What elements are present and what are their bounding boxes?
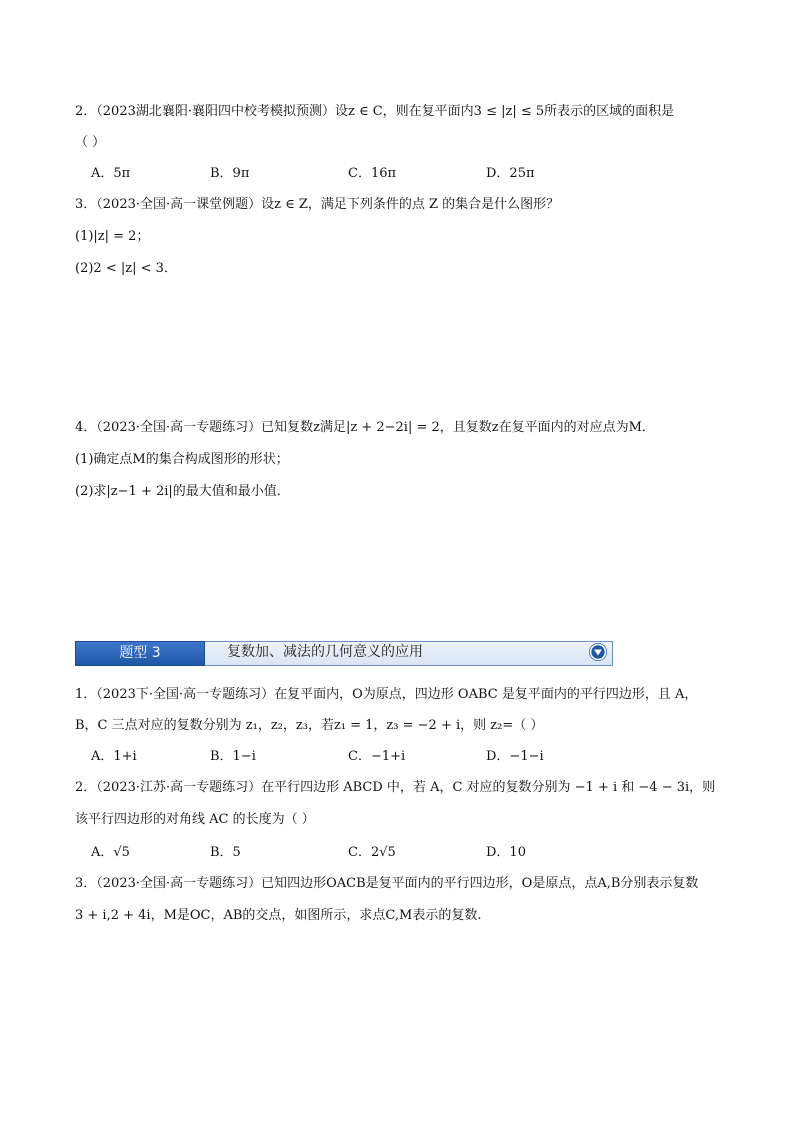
q2-option-c: C．16π [348,166,397,181]
q2-option-d: D．25π [486,166,535,181]
chevron-down-circle-icon [589,643,607,661]
p2-option-c: C．2√5 [348,845,396,860]
p2-option-d: D．10 [486,845,526,860]
p1-stem: 1．（2023下·全国·高一专题练习）在复平面内，O为原点，四边形 OABC 是复平面内的平行四边形，且 A， [75,687,698,702]
q2-option-a: A．5π [91,166,131,181]
section-title: 复数加、减法的几何意义的应用 [227,644,423,660]
p1-option-d: D．−1−i [486,749,544,764]
section-label: 题型 3 [75,641,205,666]
p1-option-b: B．1−i [210,749,256,764]
p2-stem-cont: 该平行四边形的对角线 AC 的长度为（ ） [75,812,315,827]
q3-sub2: (2)2 < |z| < 3． [75,261,177,276]
q4-sub2: (2)求|z−1 + 2i|的最大值和最小值． [75,484,290,499]
p1-stem-cont: B，C 三点对应的复数分别为 z₁，z₂，z₃，若z₁ = 1，z₃ = −2 + i，则 z₂=（ ） [75,718,544,733]
p2-option-a: A．√5 [91,845,130,860]
q3-stem: 3．（2023·全国·高一课堂例题）设z ∈ Z，满足下列条件的点 Z 的集合是什么图形？ [75,197,560,212]
q2-stem: 2．（2023湖北襄阳·襄阳四中校考模拟预测）设z ∈ C，则在复平面内3 ≤ |z| ≤ 5所表示的区域的面积是 [75,104,675,119]
q3-sub1: (1)|z| = 2； [75,229,150,244]
p2-option-b: B．5 [210,845,241,860]
q4-sub1: (1)确定点M的集合构成图形的形状； [75,452,289,467]
p3-stem-cont: 3 + i,2 + 4i，M是OC，AB的交点，如图所示，求点C,M表示的复数. [75,908,482,923]
q2-stem-blank: （ ） [75,135,106,150]
section-header [75,641,613,666]
q4-stem: 4．（2023·全国·高一专题练习）已知复数z满足|z + 2−2i| = 2，且复数z在复平面内的对应点为M． [75,420,655,435]
p3-stem: 3．（2023·全国·高一专题练习）已知四边形OACB是复平面内的平行四边形，O是原点，点A,B分别表示复数 [75,876,699,891]
p1-option-c: C．−1+i [348,749,406,764]
p2-stem: 2．（2023·江苏·高一专题练习）在平行四边形 ABCD 中，若 A，C 对应的复数分别为 −1 + i 和 −4 − 3i，则 [75,780,716,795]
p1-option-a: A．1+i [91,749,137,764]
q2-option-b: B．9π [210,166,250,181]
